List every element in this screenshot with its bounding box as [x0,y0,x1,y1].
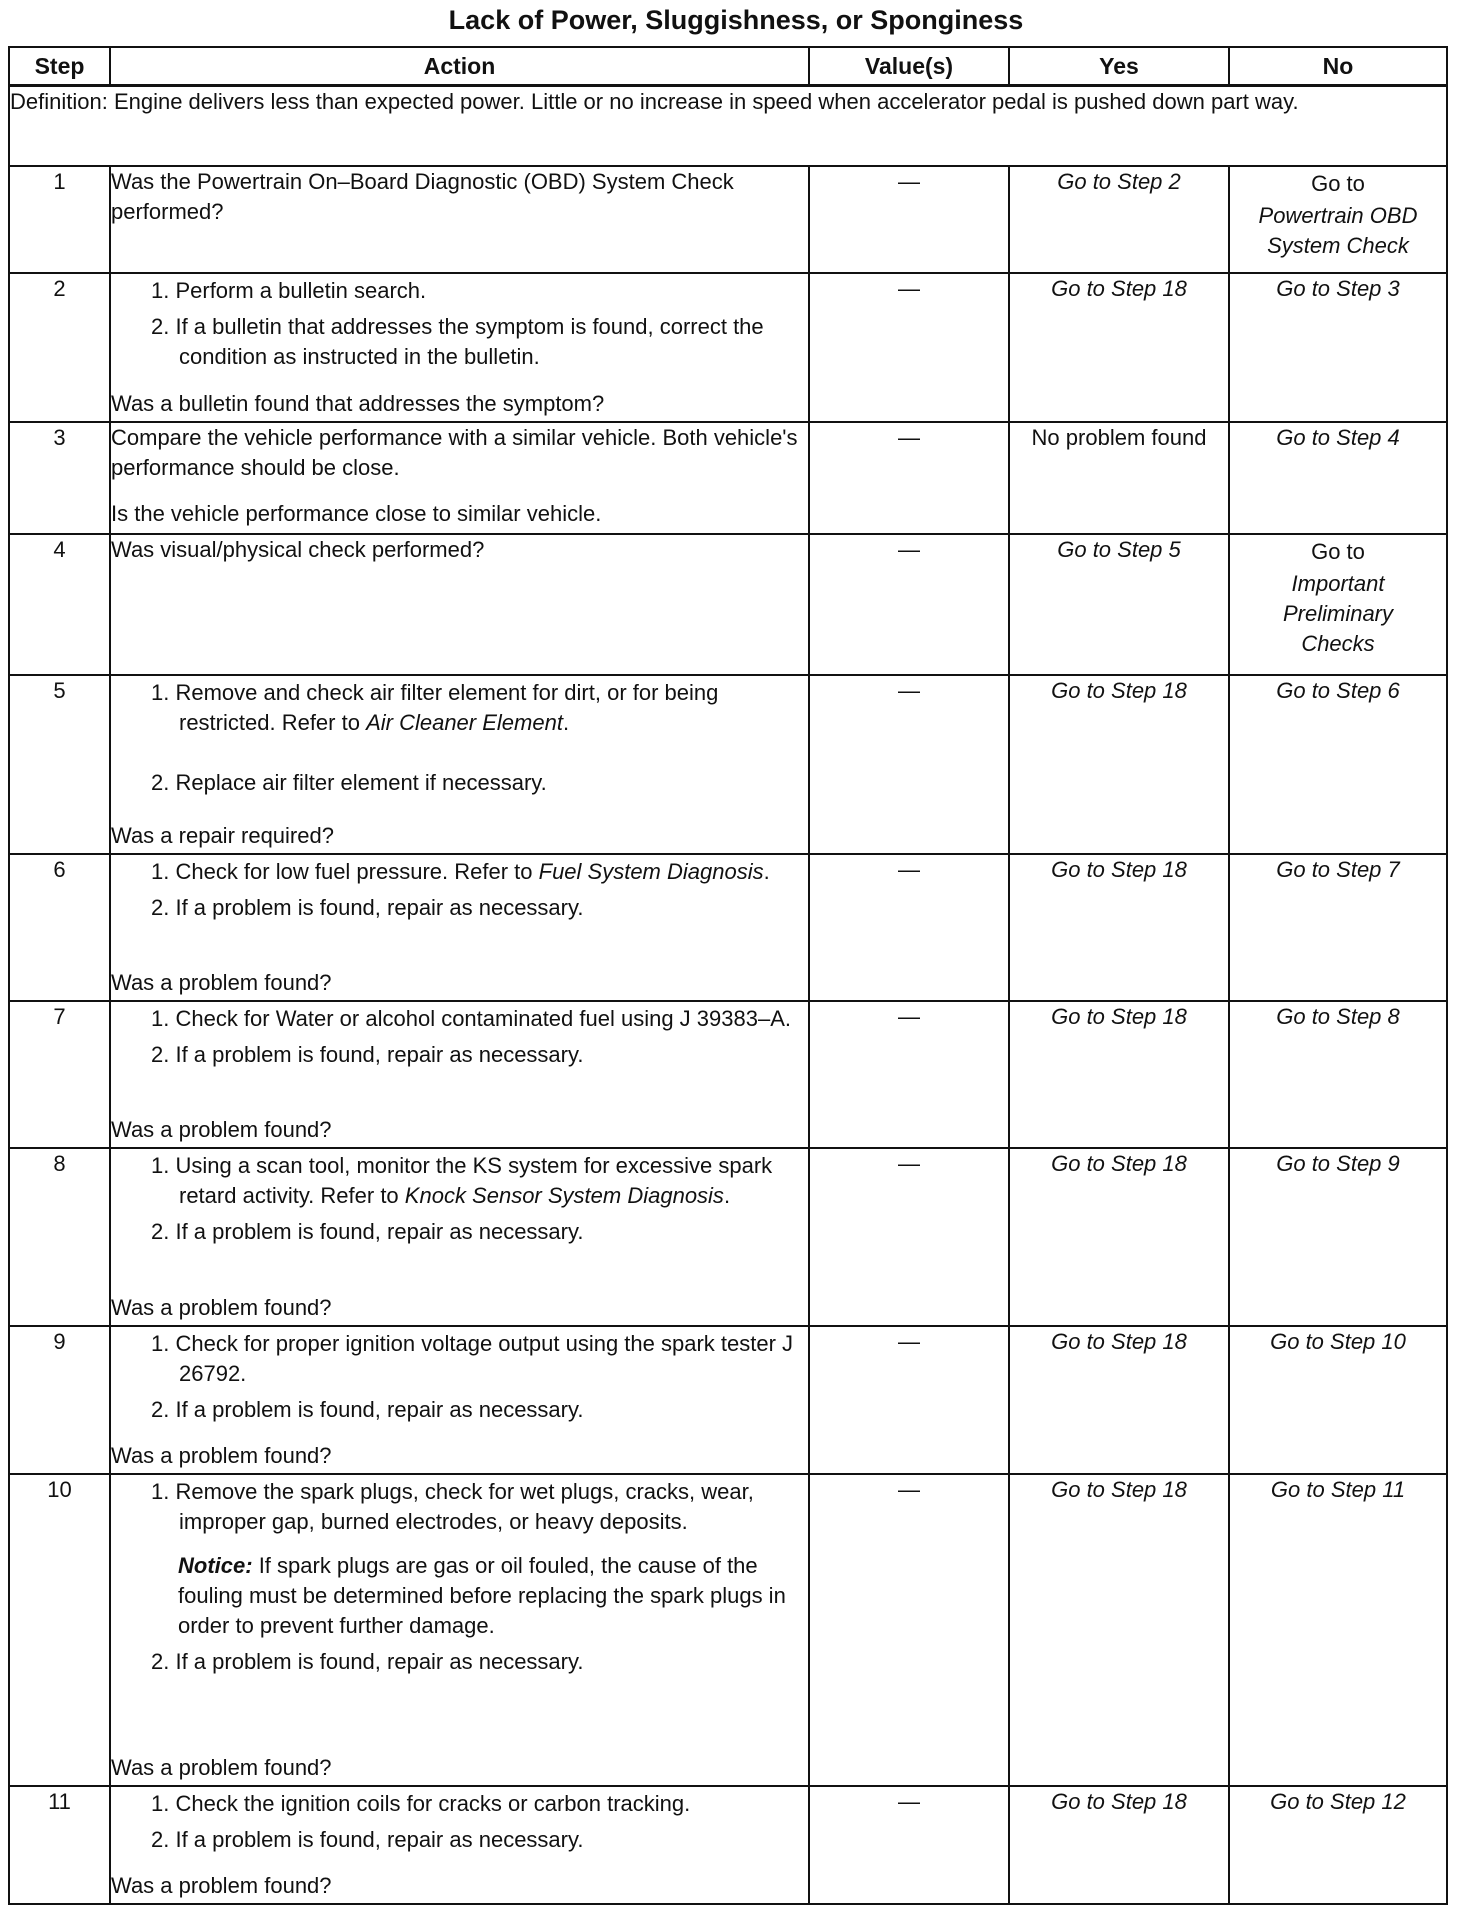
page-title: Lack of Power, Sluggishness, or Sponginess [448,5,1024,35]
reference-link: Air Cleaner Element [366,709,563,735]
yes-cell: No problem found [1009,422,1229,534]
yes-cell: Go to Step 18 [1009,273,1229,422]
table-row [9,534,1447,675]
action-item-1: 1. Check for Water or alcohol contaminated fuel using J 39383–A. [151,1005,791,1031]
table-row [9,675,1447,854]
header-action: Action [110,47,809,86]
action-question: Was a problem found? [111,1116,332,1142]
action-question: Was a problem found? [111,1442,332,1468]
header-row [9,47,1447,86]
action-cell [110,1786,809,1904]
action-cell [110,1001,809,1148]
action-item-2: 2. If a problem is found, repair as necessary. [151,1218,584,1244]
no-cell: Go to Step 9 [1229,1148,1447,1326]
step-number: 3 [9,422,110,534]
action-item-1: 1. Using a scan tool, monitor the KS system for excessive spark retard activity. Refer to Knock Sensor System Diagnosis. [151,1152,773,1208]
no-cell: Go to Step 7 [1229,854,1447,1001]
no-goto-label: Go to [1311,538,1365,564]
action-cell [110,422,809,534]
step-number: 9 [9,1326,110,1474]
notice-paragraph [111,1551,808,1641]
reference-link: Knock Sensor System Diagnosis [404,1182,724,1208]
action-question: Was a bulletin found that addresses the symptom? [111,390,605,416]
value-cell: — [809,1326,1009,1474]
header-yes: Yes [1009,47,1229,86]
action-item-text: 1. Remove and check air filter element for dirt, or for being restricted. Refer to [151,679,719,735]
table-row [9,1474,1447,1786]
table-row [9,854,1447,1001]
action-item-1: 1. Check for low fuel pressure. Refer to Fuel System Diagnosis. [151,858,770,884]
value-cell: — [809,422,1009,534]
notice-label: Notice: [178,1552,253,1578]
action-item-text: 1. Check for low fuel pressure. Refer to [151,858,533,884]
action-item-2: 2. If a problem is found, repair as necessary. [151,1648,584,1674]
yes-cell: Go to Step 18 [1009,675,1229,854]
action-cell [110,675,809,854]
action-item-1: 1. Remove the spark plugs, check for wet plugs, cracks, wear, improper gap, burned electrodes, or heavy deposits. [151,1478,754,1534]
action-question: Was a problem found? [111,1294,332,1320]
step-number: 11 [9,1786,110,1904]
yes-cell: Go to Step 5 [1009,534,1229,675]
no-cell [1229,166,1447,273]
value-cell: — [809,273,1009,422]
value-cell: — [809,1786,1009,1904]
step-number: 4 [9,534,110,675]
action-cell [110,166,809,273]
action-item-2: 2. Replace air filter element if necessary. [151,769,547,795]
value-cell: — [809,854,1009,1001]
no-cell: Go to Step 10 [1229,1326,1447,1474]
action-item-1: 1. Check the ignition coils for cracks or carbon tracking. [151,1790,691,1816]
yes-cell: Go to Step 18 [1009,1148,1229,1326]
no-target: Powertrain OBD System Check [1258,202,1418,258]
no-cell: Go to Step 4 [1229,422,1447,534]
step-number: 5 [9,675,110,854]
no-cell [1229,534,1447,675]
definition-text: Definition: Engine delivers less than expected power. Little or no increase in speed when accelerator pedal is pushed down part way. [9,86,1447,166]
value-cell: — [809,1001,1009,1148]
action-text: Compare the vehicle performance with a similar vehicle. Both vehicle's performance should be close. [111,424,798,480]
step-number: 7 [9,1001,110,1148]
action-question: Is the vehicle performance close to similar vehicle. [111,500,602,526]
value-cell: — [809,166,1009,273]
header-values: Value(s) [809,47,1009,86]
action-question: Was a problem found? [111,1872,332,1898]
table-row [9,1786,1447,1904]
step-number: 8 [9,1148,110,1326]
table-row [9,166,1447,273]
action-text: Was the Powertrain On–Board Diagnostic (OBD) System Check performed? [111,168,734,224]
diagnostic-table [8,46,1448,1905]
table-row [9,1001,1447,1148]
notice-text: If spark plugs are gas or oil fouled, the cause of the fouling must be determined before replacing the spark plugs in order to prevent further damage. [178,1552,786,1638]
action-question: Was a problem found? [111,1754,332,1780]
no-cell: Go to Step 6 [1229,675,1447,854]
yes-cell: Go to Step 18 [1009,1786,1229,1904]
action-cell [110,534,809,675]
value-cell: — [809,534,1009,675]
action-cell [110,273,809,422]
action-cell [110,1474,809,1786]
yes-cell: Go to Step 2 [1009,166,1229,273]
action-item-text: 1. Using a scan tool, monitor the KS system for excessive spark retard activity. Refer to [151,1152,773,1208]
action-item-2: 2. If a problem is found, repair as necessary. [151,894,584,920]
table-row [9,1326,1447,1474]
value-cell: — [809,675,1009,854]
action-item-2: 2. If a bulletin that addresses the symptom is found, correct the condition as instructed in the bulletin. [151,313,764,369]
action-item-2: 2. If a problem is found, repair as necessary. [151,1826,584,1852]
table-row [9,1148,1447,1326]
step-number: 6 [9,854,110,1001]
header-step: Step [9,47,110,86]
action-question: Was a repair required? [111,822,334,848]
value-cell: — [809,1474,1009,1786]
step-number: 1 [9,166,110,273]
action-cell [110,1326,809,1474]
no-target: Important Preliminary Checks [1282,570,1394,656]
action-item-1: 1. Remove and check air filter element for dirt, or for being restricted. Refer to Air Cleaner Element. [151,679,719,735]
action-item-1: 1. Check for proper ignition voltage output using the spark tester J 26792. [151,1330,794,1386]
step-number: 2 [9,273,110,422]
no-cell: Go to Step 11 [1229,1474,1447,1786]
action-cell [110,854,809,1001]
action-cell [110,1148,809,1326]
no-goto-label: Go to [1311,170,1365,196]
no-cell: Go to Step 8 [1229,1001,1447,1148]
table-row [9,273,1447,422]
value-cell: — [809,1148,1009,1326]
reference-link: Fuel System Diagnosis [538,858,764,884]
action-item-2: 2. If a problem is found, repair as necessary. [151,1041,584,1067]
action-item-1: 1. Perform a bulletin search. [151,277,427,303]
yes-cell: Go to Step 18 [1009,1326,1229,1474]
no-cell: Go to Step 12 [1229,1786,1447,1904]
no-cell: Go to Step 3 [1229,273,1447,422]
definition-row [9,86,1447,166]
action-text: Was visual/physical check performed? [111,536,485,562]
step-number: 10 [9,1474,110,1786]
action-item-2: 2. If a problem is found, repair as necessary. [151,1396,584,1422]
action-question: Was a problem found? [111,969,332,995]
yes-cell: Go to Step 18 [1009,854,1229,1001]
table-row [9,422,1447,534]
yes-cell: Go to Step 18 [1009,1474,1229,1786]
header-no: No [1229,47,1447,86]
yes-cell: Go to Step 18 [1009,1001,1229,1148]
